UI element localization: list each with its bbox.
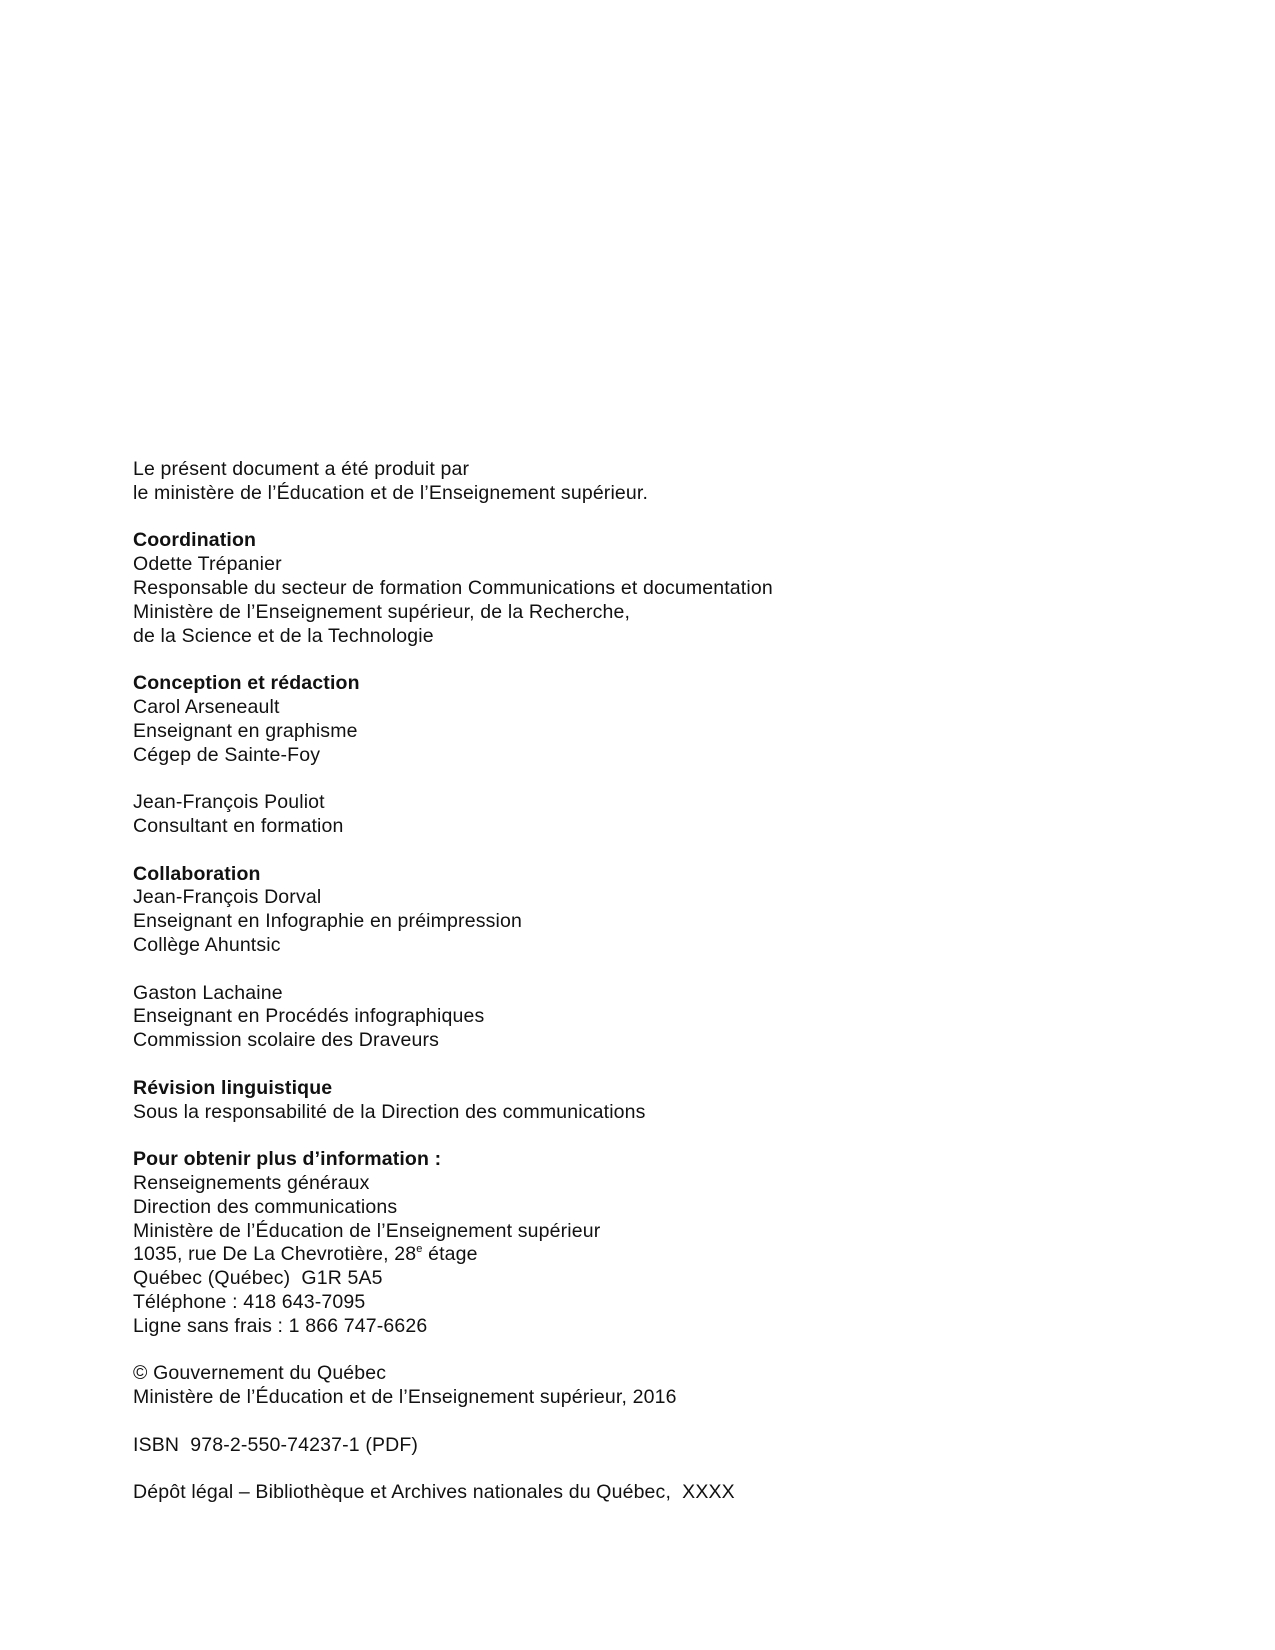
intro-line-2: le ministère de l’Éducation et de l’Enseignement supérieur. — [133, 481, 649, 504]
spacer — [133, 1124, 1033, 1148]
conception-person-2-role: Consultant en formation — [133, 814, 344, 837]
intro-line-1: Le présent document a été produit par — [133, 458, 470, 480]
information-city: Québec (Québec) G1R 5A5 — [133, 1267, 383, 1290]
information-line-3: Ministère de l’Éducation de l’Enseignement supérieur — [133, 1219, 601, 1242]
copyright-line-2: Ministère de l’Éducation et de l’Enseignement supérieur, 2016 — [133, 1386, 677, 1409]
collaboration-person-1-role: Enseignant en Infographie en préimpression — [133, 910, 522, 933]
conception-heading: Conception et rédaction — [133, 672, 360, 695]
legal-deposit: Dépôt légal – Bibliothèque et Archives nationales du Québec, XXXX — [133, 1481, 735, 1504]
collaboration-heading: Collaboration — [133, 862, 261, 885]
information-heading: Pour obtenir plus d’information : — [133, 1148, 442, 1171]
spacer — [133, 839, 1033, 863]
spacer — [133, 506, 1033, 530]
information-line-2: Direction des communications — [133, 1195, 398, 1218]
spacer — [133, 767, 1033, 791]
spacer — [133, 1338, 1033, 1362]
conception-person-1-org: Cégep de Sainte-Foy — [133, 743, 321, 766]
coordination-name: Odette Trépanier — [133, 553, 282, 576]
coordination-org-line-1: Ministère de l’Enseignement supérieur, de la Recherche, — [133, 600, 631, 623]
coordination-heading: Coordination — [133, 529, 257, 552]
collaboration-person-2-name: Gaston Lachaine — [133, 981, 283, 1004]
information-address — [133, 1243, 1033, 1267]
address-prefix: 1035, rue De La Chevrotière, 28 — [133, 1243, 417, 1266]
revision-heading: Révision linguistique — [133, 1076, 333, 1099]
isbn: ISBN 978-2-550-74237-1 (PDF) — [133, 1433, 419, 1456]
coordination-role: Responsable du secteur de formation Communications et documentation — [133, 576, 773, 599]
conception-person-1-role: Enseignant en graphisme — [133, 719, 358, 742]
coordination-org-line-2: de la Science et de la Technologie — [133, 624, 434, 647]
information-tollfree: Ligne sans frais : 1 866 747-6626 — [133, 1314, 428, 1337]
conception-person-2-name: Jean-François Pouliot — [133, 791, 325, 814]
collaboration-person-2-role: Enseignant en Procédés infographiques — [133, 1005, 485, 1028]
address-superscript: e — [416, 1242, 423, 1255]
conception-person-1-name: Carol Arseneault — [133, 695, 280, 718]
spacer — [133, 648, 1033, 672]
collaboration-person-1-org: Collège Ahuntsic — [133, 933, 281, 956]
address-suffix: étage — [422, 1243, 478, 1266]
spacer — [133, 1053, 1033, 1077]
collaboration-person-1-name: Jean-François Dorval — [133, 886, 322, 909]
credits-block — [133, 458, 1033, 1505]
collaboration-person-2-org: Commission scolaire des Draveurs — [133, 1029, 440, 1052]
revision-text: Sous la responsabilité de la Direction des communications — [133, 1100, 646, 1123]
information-phone: Téléphone : 418 643-7095 — [133, 1290, 366, 1313]
copyright-line-1: © Gouvernement du Québec — [133, 1362, 387, 1385]
spacer — [133, 1410, 1033, 1434]
spacer — [133, 1457, 1033, 1481]
spacer — [133, 958, 1033, 982]
information-line-1: Renseignements généraux — [133, 1171, 370, 1194]
